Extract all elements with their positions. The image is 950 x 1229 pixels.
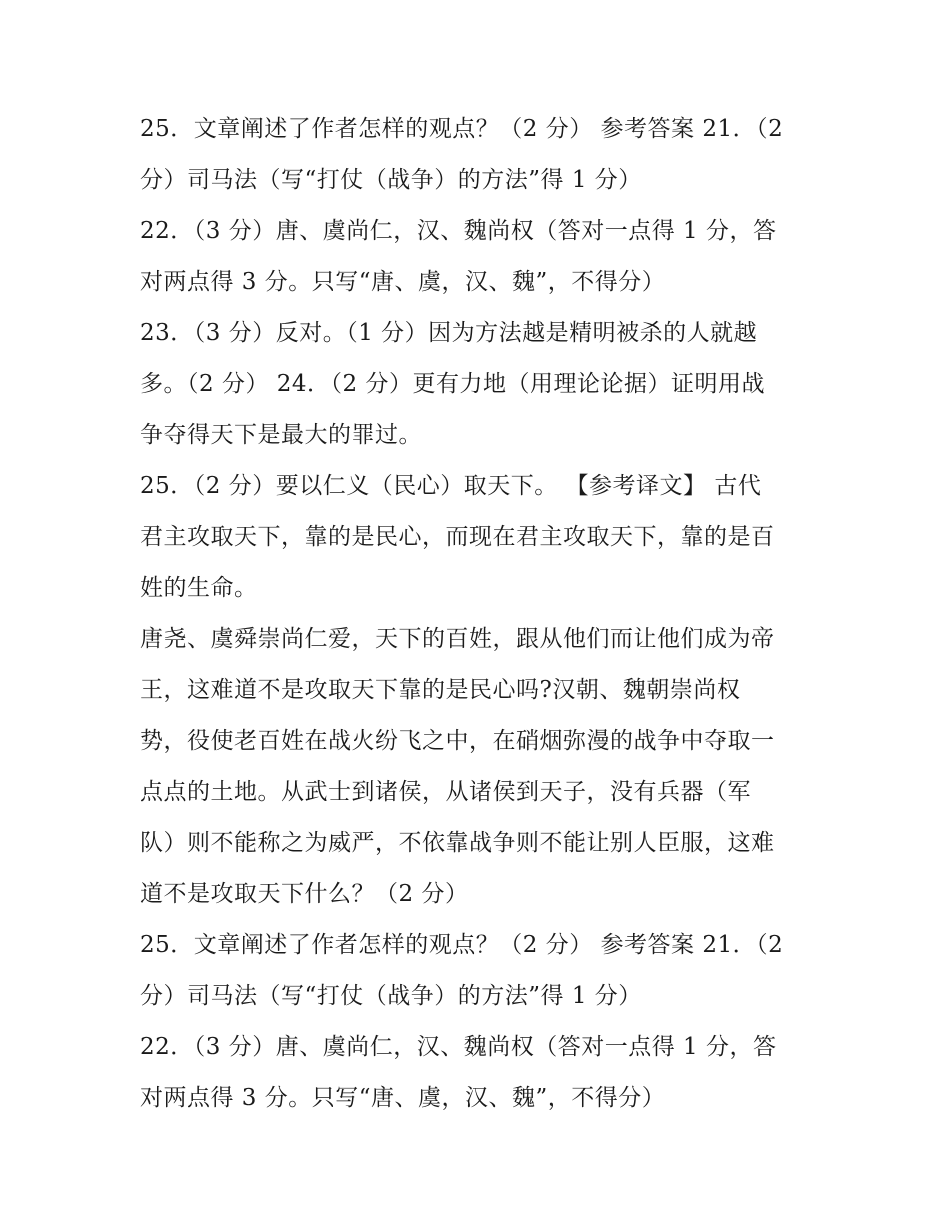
text-line: 对两点得 3 分。只写“唐、虞，汉、魏”，不得分） [140,269,666,295]
document-body [140,104,820,1124]
text-line: 22．（3 分）唐、虞尚仁，汉、魏尚权（答对一点得 1 分，答 [140,1034,777,1060]
text-line: 分）司马法（写“打仗（战争）的方法”得 1 分） [140,167,642,193]
text-line: 姓的生命。 [140,575,258,601]
text-line: 分）司马法（写“打仗（战争）的方法”得 1 分） [140,983,642,1009]
text-line: 25．文章阐述了作者怎样的观点？（2 分） 参考答案 21．（2 [140,116,784,142]
text-line: 势，役使老百姓在战火纷飞之中，在硝烟弥漫的战争中夺取一 [140,728,775,754]
text-line: 君主攻取天下，靠的是民心，而现在君主攻取天下，靠的是百 [140,524,775,550]
text-line: 23．（3 分）反对。（1 分）因为方法越是精明被杀的人就越 [140,320,758,346]
text-line: 25．文章阐述了作者怎样的观点？（2 分） 参考答案 21．（2 [140,932,784,958]
text-line: 王，这难道不是攻取天下靠的是民心吗?汉朝、魏朝崇尚权 [140,677,741,703]
text-line: 多。（2 分） 24．（2 分）更有力地（用理论论据）证明用战 [140,371,765,397]
text-line: 争夺得天下是最大的罪过。 [140,422,422,448]
text-line: 22．（3 分）唐、虞尚仁，汉、魏尚权（答对一点得 1 分，答 [140,218,777,244]
text-line: 对两点得 3 分。只写“唐、虞，汉、魏”，不得分） [140,1085,666,1111]
text-line: 队）则不能称之为威严，不依靠战争则不能让别人臣服，这难 [140,830,775,856]
text-line: 道不是攻取天下什么？（2 分） [140,881,469,907]
text-line: 25．（2 分）要以仁义（民心）取天下。 【参考译文】 古代 [140,473,762,499]
text-line: 点点的土地。从武士到诸侯，从诸侯到天子，没有兵器（军 [140,779,751,805]
text-line: 唐尧、虞舜崇尚仁爱，天下的百姓，跟从他们而让他们成为帝 [140,626,775,652]
